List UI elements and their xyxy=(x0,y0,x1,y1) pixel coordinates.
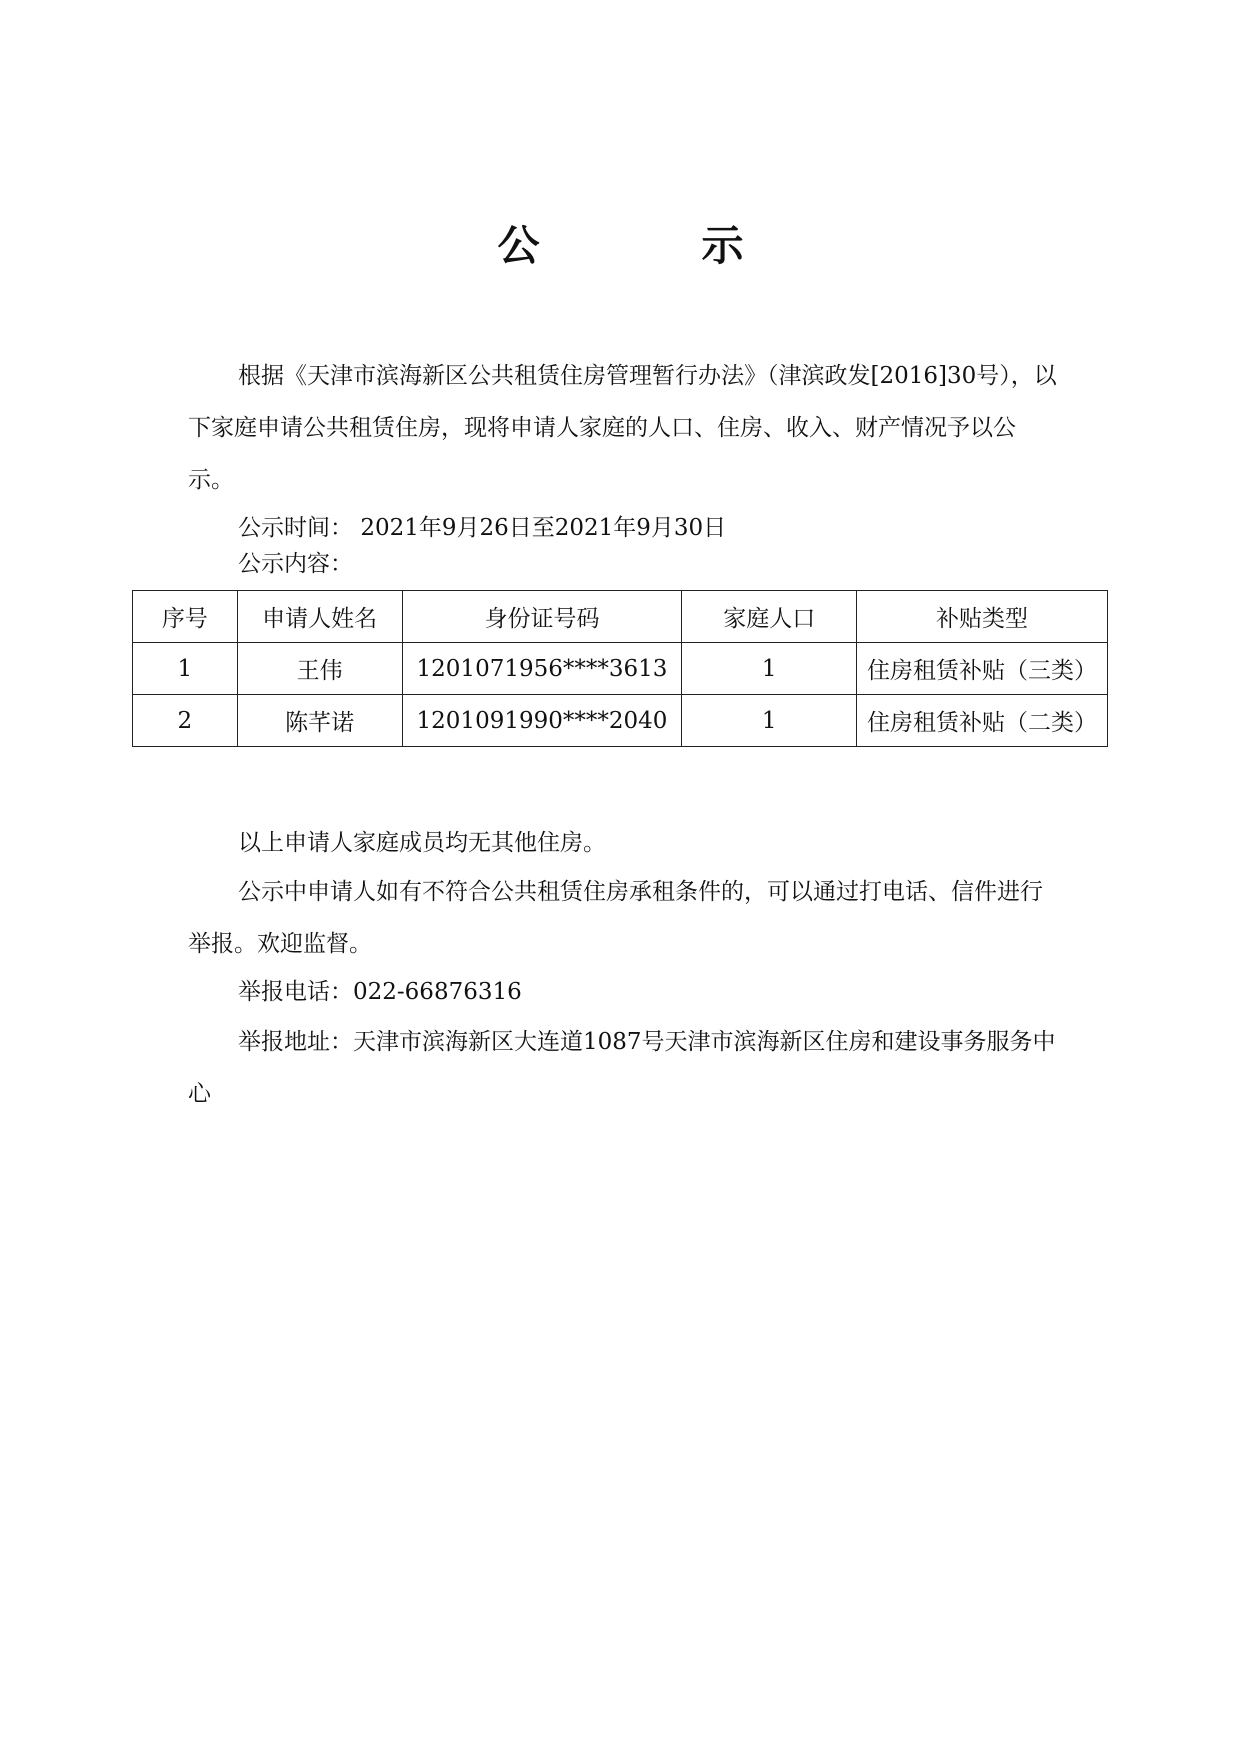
table-header-row xyxy=(133,591,1108,643)
cell-subsidy-type: 住房租赁补贴（三类） xyxy=(857,643,1108,695)
cell-index: 1 xyxy=(133,643,238,695)
header-subsidy-type: 补贴类型 xyxy=(857,591,1108,643)
no-other-housing-note: 以上申请人家庭成员均无其他住房。 xyxy=(238,830,606,856)
header-applicant-name: 申请人姓名 xyxy=(237,591,402,643)
publicity-period-label: 公示时间： xyxy=(238,515,353,541)
cell-subsidy-type: 住房租赁补贴（二类） xyxy=(857,695,1108,747)
cell-applicant-name: 王伟 xyxy=(237,643,402,695)
cell-index: 2 xyxy=(133,695,238,747)
publicity-content-label: 公示内容： xyxy=(238,551,353,577)
report-phone-value: 022-66876316 xyxy=(353,979,522,1005)
cell-household-size: 1 xyxy=(682,695,857,747)
report-phone-label: 举报电话： xyxy=(238,979,353,1005)
report-phone xyxy=(238,966,522,1018)
report-paragraph: 公示中申请人如有不符合公共租赁住房承租条件的，可以通过打电话、信件进行举报。欢迎监督。 xyxy=(188,879,1043,957)
header-household-size: 家庭人口 xyxy=(682,591,857,643)
report-address-label: 举报地址： xyxy=(238,1029,353,1055)
cell-applicant-name: 陈芊诺 xyxy=(237,695,402,747)
cell-id-number: 1201071956****3613 xyxy=(402,643,682,695)
header-id-number: 身份证号码 xyxy=(402,591,682,643)
cell-id-number: 1201091990****2040 xyxy=(402,695,682,747)
table-row xyxy=(133,695,1108,747)
report-address-value: 天津市滨海新区大连道1087号天津市滨海新区住房和建设事务服务中心 xyxy=(188,1029,1056,1107)
cell-household-size: 1 xyxy=(682,643,857,695)
header-index: 序号 xyxy=(133,591,238,643)
publicity-period-value: 2021年9月26日至2021年9月30日 xyxy=(360,515,727,541)
intro-paragraph: 根据《天津市滨海新区公共租赁住房管理暂行办法》（津滨政发[2016]30号），以下家庭申请公共租赁住房，现将申请人家庭的人口、住房、收入、财产情况予以公示。 xyxy=(188,363,1057,493)
document-title: 公 示 xyxy=(497,221,804,270)
table-row xyxy=(133,643,1108,695)
applicant-table xyxy=(132,590,1108,747)
report-address xyxy=(188,1016,1058,1120)
